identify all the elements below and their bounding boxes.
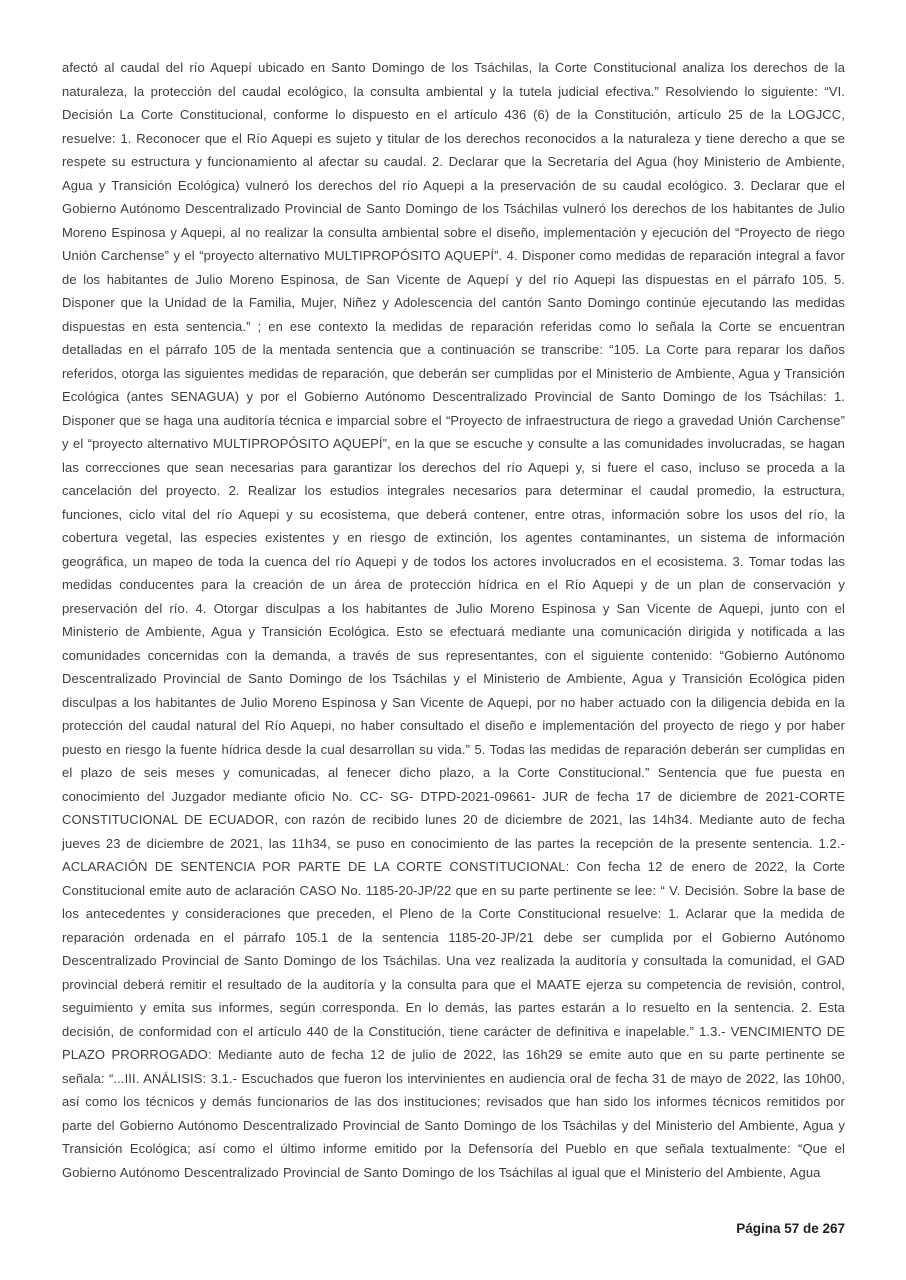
document-body-text: afectó al caudal del río Aquepí ubicado en Santo Domingo de los Tsáchilas, la Corte Constitucional analiza los derechos de la naturaleza, la protección del caudal ecológico, la consulta ambiental y la tutela judicial efectiva.” Resolviendo lo siguiente: “VI. Decisión La Corte Constitucional, conforme lo dispuesto en el artículo 436 (6) de la Constitución, artículo 25 de la LOGJCC, resuelve: 1. Reconocer que el Río Aquepi es sujeto y titular de los derechos reconocidos a la naturaleza y tiene derecho a que se respete su estructura y funcionamiento al afectar su caudal. 2. Declarar que la Secretaría del Agua (hoy Ministerio de Ambiente, Agua y Transición Ecológica) vulneró los derechos del río Aquepi a la preservación de su caudal ecológico. 3. Declarar que el Gobierno Autónomo Descentralizado Provincial de Santo Domingo de los Tsáchilas vulneró los derechos de los habitantes de Julio Moreno Espinosa y Aquepi, al no realizar la consulta ambiental sobre el diseño, implementación y ejecución del “Proyecto de riego Unión Carchense” y el “proyecto alternativo MULTIPROPÓSITO AQUEPÍ”. 4. Disponer como medidas de reparación integral a favor de los habitantes de Julio Moreno Espinosa, de San Vicente de Aquepí y del río Aquepi las dispuestas en el párrafo 105. 5. Disponer que la Unidad de la Familia, Mujer, Niñez y Adolescencia del cantón Santo Domingo continúe ejecutando las medidas dispuestas en esta sentencia.” ; en ese contexto la medidas de reparación referidas como lo señala la Corte se encuentran detalladas en el párrafo 105 de la mentada sentencia que a continuación se transcribe: “105. La Corte para reparar los daños referidos, otorga las siguientes medidas de reparación, que deberán ser cumplidas por el Ministerio de Ambiente, Agua y Transición Ecológica (antes SENAGUA) y por el Gobierno Autónomo Descentralizado Provincial de Santo Domingo de los Tsáchilas: 1. Disponer que se haga una auditoría técnica e imparcial sobre el “Proyecto de infraestructura de riego a gravedad Unión Carchense” y el “proyecto alternativo MULTIPROPÓSITO AQUEPÍ”, en la que se escuche y consulte a las comunidades involucradas, se hagan las correcciones que sean necesarias para garantizar los derechos del río Aquepi y, si fuere el caso, incluso se proceda a la cancelación del proyecto. 2. Realizar los estudios integrales necesarios para determinar el caudal promedio, la estructura, funciones, ciclo vital del río Aquepi y su ecosistema, que deberá contener, entre otras, información sobre los usos del río, la cobertura vegetal, las especies existentes y en riesgo de extinción, los agentes contaminantes, un sistema de información geográfica, un mapeo de toda la cuenca del río Aquepi y de todos los actores involucrados en el ecosistema. 3. Tomar todas las medidas conducentes para la creación de un área de protección hídrica en el Río Aquepi y de un plan de conservación y preservación del río. 4. Otorgar disculpas a los habitantes de Julio Moreno Espinosa y San Vicente de Aquepi, junto con el Ministerio de Ambiente, Agua y Transición Ecológica. Esto se efectuará mediante una comunicación dirigida y notificada a las comunidades concernidas con la demanda, a través de sus representantes, con el siguiente contenido: “Gobierno Autónomo Descentralizado Provincial de Santo Domingo de los Tsáchilas y el Ministerio de Ambiente, Agua y Transición Ecológica piden disculpas a los habitantes de Julio Moreno Espinosa y San Vicente de Aquepi, por no haber actuado con la diligencia debida en la protección del caudal natural del Río Aquepi, no haber consultado el diseño e implementación del proyecto de riego y por haber puesto en riesgo la fuente hídrica desde la cual desarrollan su vida.” 5. Todas las medidas de reparación deberán ser cumplidas en el plazo de seis meses y comunicadas, al fenecer dicho plazo, a la Corte Constitucional.” Sentencia que fue puesta en conocimiento del Juzgador mediante oficio No. CC- SG- DTPD-2021-09661- JUR de fecha 17 de diciembre de 2021-CORTE CONSTITUCIONAL DE ECUADOR, con razón de recibido lunes 20 de diciembre de 2021, las 14h34. Mediante auto de fecha jueves 23 de diciembre de 2021, las 11h34, se puso en conocimiento de las partes la recepción de la presente sentencia. 1.2.- ACLARACIÓN DE SENTENCIA POR PARTE DE LA CORTE CONSTITUCIONAL: Con fecha 12 de enero de 2022, la Corte Constitucional emite auto de aclaración CASO No. 1185-20-JP/22 que en su parte pertinente se lee: “ V. Decisión. Sobre la base de los antecedentes y consideraciones que preceden, el Pleno de la Corte Constitucional resuelve: 1. Aclarar que la medida de reparación ordenada en el párrafo 105.1 de la sentencia 1185-20-JP/21 debe ser cumplida por el Gobierno Autónomo Descentralizado Provincial de Santo Domingo de los Tsáchilas. Una vez realizada la auditoría y consultada la comunidad, el GAD provincial deberá remitir el resultado de la auditoría y la consulta para que el MAATE ejerza su competencia de revisión, control, seguimiento y emita sus informes, según corresponda. En lo demás, las partes estarán a lo resuelto en la sentencia. 2. Esta decisión, de conformidad con el artículo 440 de la Constitución, tiene carácter de definitiva e inapelable.” 1.3.- VENCIMIENTO DE PLAZO PRORROGADO: Mediante auto de fecha 12 de julio de 2022, las 16h29 se emite auto que en su parte pertinente se señala: “...III. ANÁLISIS: 3.1.- Escuchados que fueron los intervinientes en audiencia oral de fecha 31 de mayo de 2022, las 10h00, así como los técnicos y demás funcionarios de las dos instituciones; revisados que han sido los informes técnicos remitidos por parte del Gobierno Autónomo Descentralizado Provincial de Santo Domingo de los Tsáchilas y del Ministerio del Ambiente, Agua y Transición Ecológica; así como el último informe emitido por la Defensoría del Pueblo en que señala textualmente: “Que el Gobierno Autónomo Descentralizado Provincial de Santo Domingo de los Tsáchilas al igual que el Ministerio del Ambiente, Agua <box>62 60 845 1180</box>
page-number-label: Página 57 de 267 <box>736 1221 845 1236</box>
page-footer <box>736 1221 845 1236</box>
